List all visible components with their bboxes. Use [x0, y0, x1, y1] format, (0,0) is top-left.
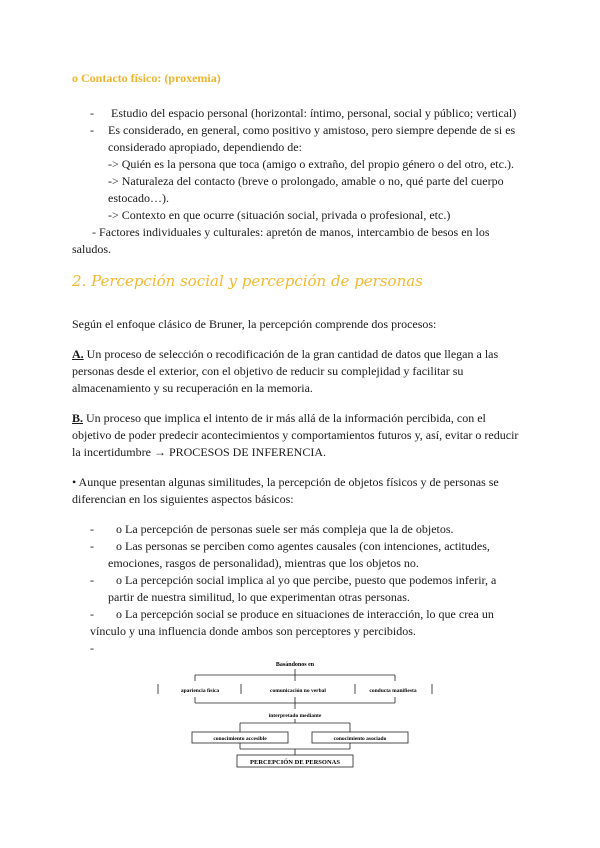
section-title: 2. Percepción social y percepción de personas — [72, 272, 423, 290]
difference-item: partir de nuestra similitud, lo que experimentan otras personas. — [108, 590, 410, 604]
list-dash: - — [90, 123, 94, 137]
list-item: -> Quién es la persona que toca (amigo o extraño, del propio género o del otro, etc.). — [108, 157, 514, 171]
process-a-line: almacenamiento y su recuperación en la memoria. — [72, 381, 313, 395]
list-item: estocado…). — [108, 191, 169, 205]
diagram-left-box: conocimiento accesible — [213, 736, 267, 742]
process-b-label: B. — [72, 411, 84, 425]
process-b-line: objetivo de poder predecir acontecimientos y comportamientos futuros y, así, evitar o reducir — [72, 428, 519, 442]
diagram-right-box: conocimiento asociado — [333, 736, 387, 742]
list-item: saludos. — [72, 242, 111, 256]
list-dash: - — [90, 106, 94, 120]
proxemia-heading: o Contacto físico: (proxemia) — [72, 71, 221, 85]
process-a-line — [72, 346, 498, 363]
list-dash: - — [90, 641, 94, 655]
list-dash: - — [90, 539, 94, 553]
bullet-line: diferencian en los siguientes aspectos básicos: — [72, 492, 294, 506]
difference-item: o La percepción de personas suele ser más compleja que la de objetos. — [116, 522, 454, 536]
list-item: -> Contexto en que ocurre (situación social, privada o profesional, etc.) — [108, 208, 451, 222]
list-dash: - — [90, 522, 94, 536]
diagram-box-nonverbal: comunicación no verbal — [270, 688, 326, 694]
diagram-box-behavior: conducta manifiesta — [369, 688, 417, 694]
difference-item: o Las personas se perciben como agentes causales (con intenciones, actitudes, — [116, 539, 490, 553]
list-item: Es considerado, en general, como positivo y amistoso, pero siempre depende de si es — [108, 123, 516, 137]
list-dash: - — [90, 573, 94, 587]
list-item: -> Naturaleza del contacto (breve o prolongado, amable o no, qué parte del cuerpo — [108, 174, 504, 188]
list-item: Estudio del espacio personal (horizontal: íntimo, personal, social y público; vertical) — [111, 106, 517, 120]
intro-paragraph: Según el enfoque clásico de Bruner, la percepción comprende dos procesos: — [72, 317, 437, 331]
list-item: considerado apropiado, dependiendo de: — [108, 140, 302, 154]
difference-item: o La percepción social implica al yo que percibe, puesto que podemos inferir, a — [116, 573, 497, 587]
process-b-line — [72, 410, 486, 427]
difference-item: emociones, rasgos de personalidad), mientras que los objetos no. — [108, 556, 419, 570]
process-a-line: personas desde el exterior, con el objetivo de reducir su complejidad y facilitar su — [72, 364, 464, 378]
bullet-line: • Aunque presentan algunas similitudes, la percepción de objetos físicos y de personas se — [72, 475, 499, 489]
process-b-line: la incertidumbre → PROCESOS DE INFERENCIA. — [72, 445, 326, 459]
difference-item: vínculo y una influencia donde ambos son perceptores y percibidos. — [90, 624, 416, 638]
perception-diagram — [150, 655, 440, 775]
list-dash: - — [90, 607, 94, 621]
process-a-text: Un proceso de selección o recodificación de la gran cantidad de datos que llegan a las — [83, 347, 499, 361]
diagram-mid-label: interpretado mediante — [268, 713, 322, 719]
difference-item: o La percepción social se produce en situaciones de interacción, lo que crea un — [116, 607, 494, 621]
process-a-label: A. — [72, 347, 84, 361]
process-b-text: Un proceso que implica el intento de ir más allá de la información percibida, con el — [83, 411, 486, 425]
list-item: - Factores individuales y culturales: apretón de manos, intercambio de besos en los — [92, 225, 490, 239]
diagram-box-appearance: apariencia física — [180, 688, 220, 694]
diagram-bottom-box: PERCEPCIÓN DE PERSONAS — [250, 759, 340, 766]
diagram-top-label: Basándonos en — [275, 662, 315, 668]
